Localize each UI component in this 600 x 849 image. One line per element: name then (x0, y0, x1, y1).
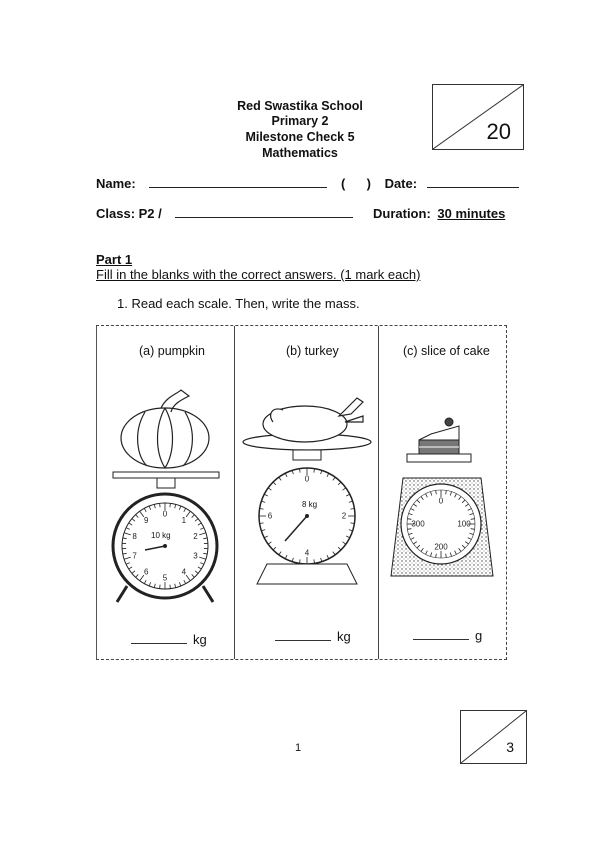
dial-label: 5 (162, 573, 168, 583)
panel-divider (234, 326, 235, 659)
dial-label: 0 (162, 509, 168, 519)
answer-c-blank[interactable] (413, 639, 469, 640)
dial-label: 200 (434, 542, 448, 552)
answer-a-unit: kg (193, 632, 207, 647)
dial-label: 6 (143, 567, 149, 577)
answer-c-unit: g (475, 628, 483, 643)
panel-c-label: (c) slice of cake (403, 344, 490, 358)
answer-b-unit: kg (337, 629, 351, 644)
dial-tick (160, 503, 161, 507)
dial-label: 4 (181, 567, 187, 577)
index-field[interactable] (349, 178, 363, 188)
cake-icon (419, 418, 459, 454)
panel-b-label: (b) turkey (286, 344, 339, 358)
dial-label: 7 (132, 551, 137, 561)
level: Primary 2 (271, 114, 329, 128)
cake-pan (407, 454, 471, 462)
dial-label: 300 (411, 519, 425, 529)
dial-label: 2 (193, 531, 198, 541)
dial-tick (170, 585, 171, 589)
school-name: Red Swastika School (237, 99, 363, 113)
instruction: Fill in the blanks with the correct answers. (1 mark each) (96, 267, 421, 282)
answer-c (413, 628, 482, 643)
test-title: Milestone Check 5 (245, 130, 355, 144)
pumpkin-dial-title: 10 kg (151, 531, 171, 540)
subject: Mathematics (262, 146, 338, 160)
pumpkin-scale-image (107, 386, 225, 606)
class-row (96, 206, 353, 221)
scale-panels (96, 325, 507, 660)
part-title: Part 1 (96, 252, 133, 267)
page-score-box (460, 710, 527, 764)
class-label: Class: P2 / (96, 206, 162, 221)
pumpkin-icon (121, 390, 209, 468)
turkey-icon (243, 398, 371, 450)
index-open-paren: ( (341, 176, 346, 191)
dial-tick (170, 503, 171, 507)
score-box (432, 84, 524, 150)
date-label: Date: (384, 176, 418, 191)
dial-label: 3 (193, 551, 198, 561)
question-1: 1. Read each scale. Then, write the mass. (117, 296, 360, 311)
turkey-dial-title: 8 kg (302, 500, 318, 509)
dial-label: 1 (181, 515, 187, 525)
dial-label: 4 (304, 548, 310, 558)
dial-label: 8 (132, 531, 137, 541)
duration-value: 30 minutes (437, 206, 506, 221)
duration (373, 206, 505, 221)
panel-a-label: (a) pumpkin (139, 344, 205, 358)
turkey-scale-image (239, 386, 375, 586)
cake-scale-image (389, 416, 505, 586)
index-close-paren: ) (366, 176, 371, 191)
page-score-diagonal (461, 711, 526, 763)
class-field[interactable] (175, 207, 353, 218)
dial-label: 6 (267, 511, 273, 521)
page-score: 3 (506, 739, 514, 755)
dial-label: 9 (143, 515, 149, 525)
duration-label: Duration: (373, 206, 431, 221)
name-label: Name: (96, 176, 136, 191)
name-row (96, 176, 519, 191)
answer-b-blank[interactable] (275, 640, 331, 641)
score-total: 20 (486, 119, 511, 144)
page-number: 1 (295, 742, 302, 754)
answer-a-blank[interactable] (131, 643, 187, 644)
dial-label: 0 (438, 496, 444, 506)
dial-tick (160, 585, 161, 589)
date-field[interactable] (427, 177, 519, 188)
dial-label: 0 (304, 474, 310, 484)
name-field[interactable] (149, 177, 327, 188)
panel-divider (378, 326, 379, 659)
dial-label: 100 (457, 519, 471, 529)
dial-label: 2 (341, 511, 347, 521)
answer-b (275, 629, 351, 644)
answer-a (131, 632, 207, 647)
